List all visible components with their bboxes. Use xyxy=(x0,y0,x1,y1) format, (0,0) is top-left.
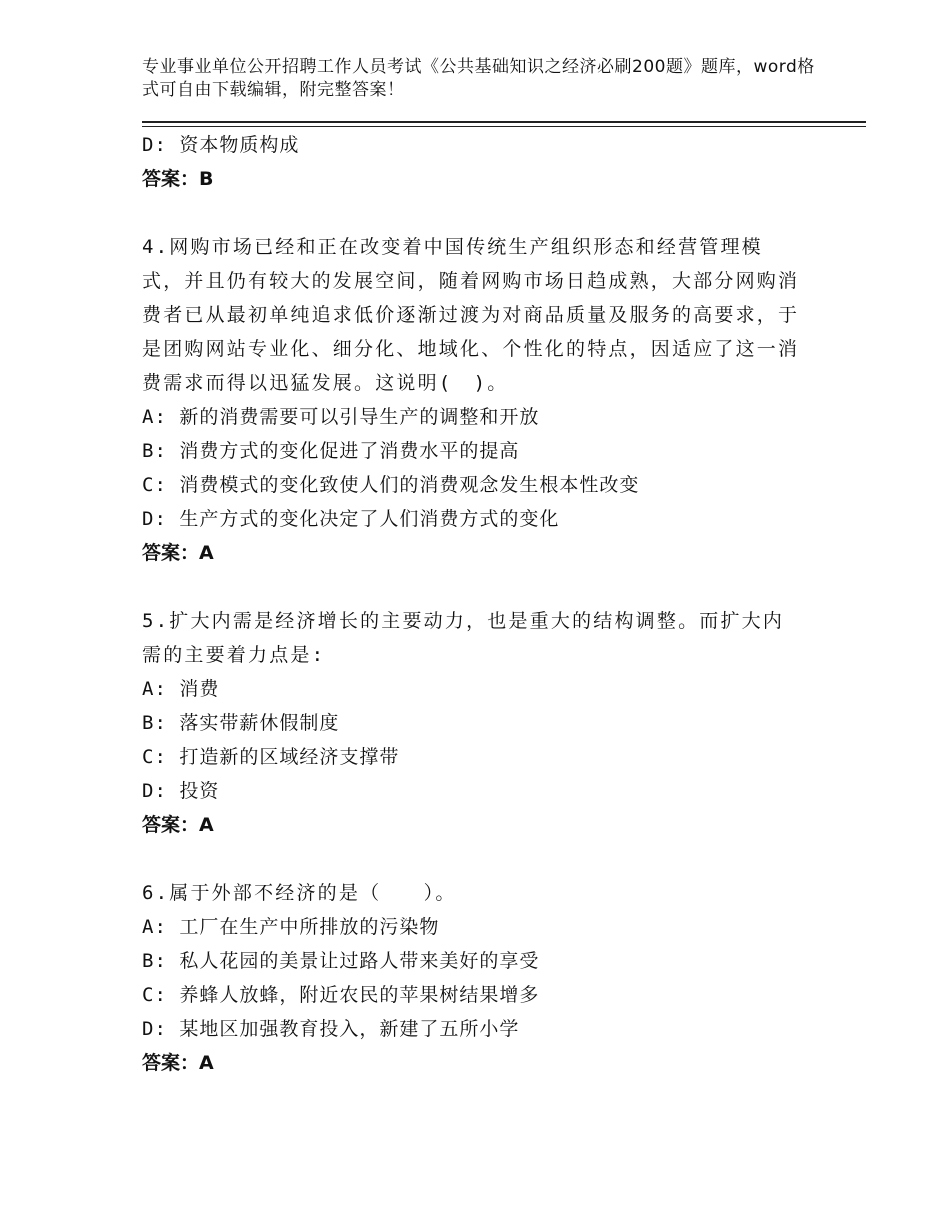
option-a: A: 新的消费需要可以引导生产的调整和开放 xyxy=(142,406,540,428)
option-c: C: 消费模式的变化致使人们的消费观念发生根本性改变 xyxy=(142,474,640,496)
option-c: C: 养蜂人放蜂，附近农民的苹果树结果增多 xyxy=(142,984,540,1006)
answer: 答案：A xyxy=(142,814,214,836)
question-stem: 4.网购市场已经和正在改变着中国传统生产组织形态和经营管理模式，并且仍有较大的发展空间，随着网购市场日趋成熟，大部分网购消费者已从最初单纯追求低价逐渐过渡为对商品质量及服务的高要求，于是团购网站专业化、细分化、地域化、个性化的特点，因适应了这一消费需求而得以迅猛发展。这说明( )。 xyxy=(142,236,800,394)
spacer xyxy=(142,842,802,876)
question-stem: 5.扩大内需是经济增长的主要动力，也是重大的结构调整。而扩大内需的主要着力点是: xyxy=(142,610,785,666)
question-5 xyxy=(142,604,802,842)
prev-option-d: D: 资本物质构成 xyxy=(142,134,300,156)
option-d: D: 投资 xyxy=(142,780,220,802)
option-c: C: 打造新的区域经济支撑带 xyxy=(142,746,400,768)
document-header: 专业事业单位公开招聘工作人员考试《公共基础知识之经济必刷200题》题库，word格式可自由下载编辑，附完整答案！ xyxy=(142,57,815,100)
option-b: B: 消费方式的变化促进了消费水平的提高 xyxy=(142,440,520,462)
question-4 xyxy=(142,230,802,570)
spacer xyxy=(142,570,802,604)
question-6 xyxy=(142,876,802,1080)
document-body xyxy=(142,128,802,1080)
spacer xyxy=(142,196,802,230)
option-d: D: 生产方式的变化决定了人们消费方式的变化 xyxy=(142,508,560,530)
question-stem: 6.属于外部不经济的是（ ）。 xyxy=(142,882,457,904)
header-rule-thin xyxy=(142,126,866,127)
answer: 答案：A xyxy=(142,1052,214,1074)
option-b: B: 私人花园的美景让过路人带来美好的享受 xyxy=(142,950,540,972)
option-a: A: 消费 xyxy=(142,678,220,700)
prev-answer: 答案：B xyxy=(142,168,214,190)
answer: 答案：A xyxy=(142,542,214,564)
option-a: A: 工厂在生产中所排放的污染物 xyxy=(142,916,440,938)
option-d: D: 某地区加强教育投入，新建了五所小学 xyxy=(142,1018,520,1040)
option-b: B: 落实带薪休假制度 xyxy=(142,712,340,734)
header-rule-thick xyxy=(142,121,866,123)
